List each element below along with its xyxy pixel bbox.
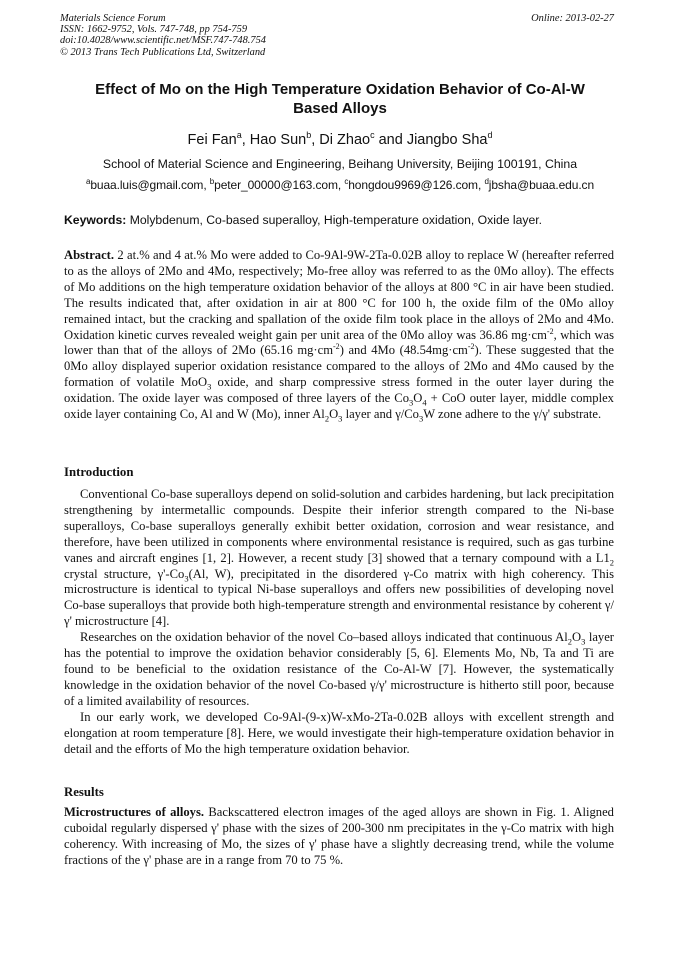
author-sup: d <box>487 130 493 141</box>
email-sup: c <box>344 177 349 186</box>
abstract <box>64 248 614 423</box>
results-body <box>64 805 614 869</box>
author-sup: b <box>306 130 312 141</box>
intro-paragraph: In our early work, we developed Co-9Al-(9-x)W-xMo-2Ta-0.02B alloys with excellent strength and elongation at room temperature [8]. Here, we would investigate their high-temperature oxidation behavior in detail and the efforts of Mo the high temperature oxidation behavior. <box>64 709 614 756</box>
email-address[interactable]: jbsha@buaa.edu.cn <box>488 178 595 192</box>
email-address[interactable]: hongdou9969@126.com <box>348 178 478 192</box>
results-heading: Results <box>64 785 104 799</box>
introduction-body <box>64 487 614 757</box>
author-sup: c <box>370 130 375 141</box>
keywords <box>64 213 620 228</box>
introduction-heading: Introduction <box>64 465 134 479</box>
email-sup: a <box>85 177 91 186</box>
keywords-label: Keywords: <box>64 213 127 227</box>
title-line-1: Effect of Mo on the High Temperature Oxidation Behavior of Co-Al-W <box>95 81 585 98</box>
results-text: Backscattered electron images of the aged alloys are shown in Fig. 1. Aligned cuboidal regularly dispersed γ' phase with the sizes of 200-300 nm precipitates in the γ-Co matrix with high coherency. With increasing of Mo, the sizes of γ' phase have a slightly decreasing trend, while the volume fractions of the γ' phase are in a range from 70 to 75 %. <box>64 805 614 867</box>
intro-paragraph: Conventional Co-base superalloys depend on solid-solution and carbides hardening, but lack precipitation strengthening by intermetallic compounds. Despite their inferior strength compared to the Ni-base superalloys, Co-base superalloys generally exhibit better oxidation, corrosion and wear resistance, and therefore, have been utilized in components where environmental resistance is required, such as gas turbine vanes and aircraft engines [1, 2]. However, a recent study [3] showed that a ternary compound with a $L1_2$ crystal structure, $\gamma'-Co_3(Al$, W), precipitated in the disordered γ-Co matrix with high coherency. This microstructure is identical to typical Ni-base superalloys and offers new possibilities of developing novel Co-base superalloys that provide both high-temperature strength and environmental resistance by coherent γ/γ' microstructure [4]. <box>64 487 614 629</box>
affiliation: School of Material Science and Engineering, Beihang University, Beijing 100191, China <box>102 157 578 171</box>
abstract-label: Abstract. <box>64 248 115 262</box>
author-sup: a <box>236 130 242 141</box>
author-emails: $^a$buaa.luis@gmail.com, $^b$peter_00000@163.com, $^c$hongdou9969@126.com, $^d$jbsha@buaa.edu.cn <box>85 177 595 192</box>
author-name: Hao Sun <box>249 132 307 148</box>
intro-paragraph: Researches on the oxidation behavior of the novel Co–based alloys indicated that continuous $Al_2O_3$ layer has the potential to improve the oxidation behavior considerably [5, 6]. Elements Mo, Nb, Ta and Ti are found to be beneficial to the oxidation resistance of the Co-Al-W [7]. However, the systematically knowledge in the oxidation behavior of the novel Co-based γ/γ' microstructure is hitherto still poor, because of a limited availability of resources. <box>64 630 614 708</box>
author-list: Fei Fan$^a$, Hao Sun$^b$, Di Zhao$^c$ and Jiangbo Sha$^d$ <box>187 130 493 148</box>
paper-title <box>60 80 620 118</box>
title-line-2: Based Alloys <box>293 100 387 117</box>
results-subheading: Microstructures of alloys. <box>64 805 205 819</box>
copyright-line: © 2013 Trans Tech Publications Ltd, Switzerland <box>60 46 266 58</box>
keywords-text: Molybdenum, Co-based superalloy, High-temperature oxidation, Oxide layer. <box>129 213 543 227</box>
abstract-text: 2 at.% and 4 at.% Mo were added to Co-9Al-9W-2Ta-0.02B alloy to replace W (hereafter referred to as the alloys of 2Mo and 4Mo, respectively; Mo-free alloy was referred to as the 0Mo alloy). The effects of Mo additions on the high temperature oxidation behavior of the alloys at 800 °C in air have been studied. The results indicated that, after oxidation in air at 800 °C for 100 h, the oxide film of the 0Mo alloy remained intact, but the cracking and spallation of the oxide film took place in the alloys of 2Mo and 4Mo. Oxidation kinetic curves revealed weight gain per unit area of the 0Mo alloy was 36.86 $mg\cdot cm^{-2}$, which was lower than that of the alloys of 2Mo (65.16 $mg\cdot cm^{-2}$) and 4Mo $(48.54mg\cdot cm^{-2})$. These suggested that the 0Mo alloy displayed superior oxidation resistance compared to the alloys of 2Mo and 4Mo caused by the formation of volatile MoO$_3$ oxide, and sharp compressive stress formed in the outer layer during the oxidation. The oxide layer was composed of three layers of the $Co_3O_4$ + CoO outer layer, middle complex oxide layer containing Co, Al and W (Mo), inner $Al_2O_3$ layer and $\gamma/Co_3W$ zone adhere to the γ/γ' substrate. <box>64 248 615 424</box>
publication-header <box>60 13 620 58</box>
author-name: Fei Fan <box>187 132 237 148</box>
email-sup: b <box>209 177 215 186</box>
issn-line: ISSN: 1662-9752, Vols. 747-748, pp 754-759 <box>60 24 248 36</box>
author-name: Jiangbo Sha <box>406 132 488 148</box>
doi-line: doi:10.4028/www.scientific.net/MSF.747-748.754 <box>60 35 266 47</box>
author-name: Di Zhao <box>319 132 371 148</box>
email-address[interactable]: buaa.luis@gmail.com <box>90 178 204 192</box>
journal-name: Materials Science Forum <box>60 13 166 24</box>
email-address[interactable]: peter_00000@163.com <box>214 178 338 192</box>
email-sup: d <box>484 177 489 186</box>
online-date: Online: 2013-02-27 <box>531 13 614 24</box>
